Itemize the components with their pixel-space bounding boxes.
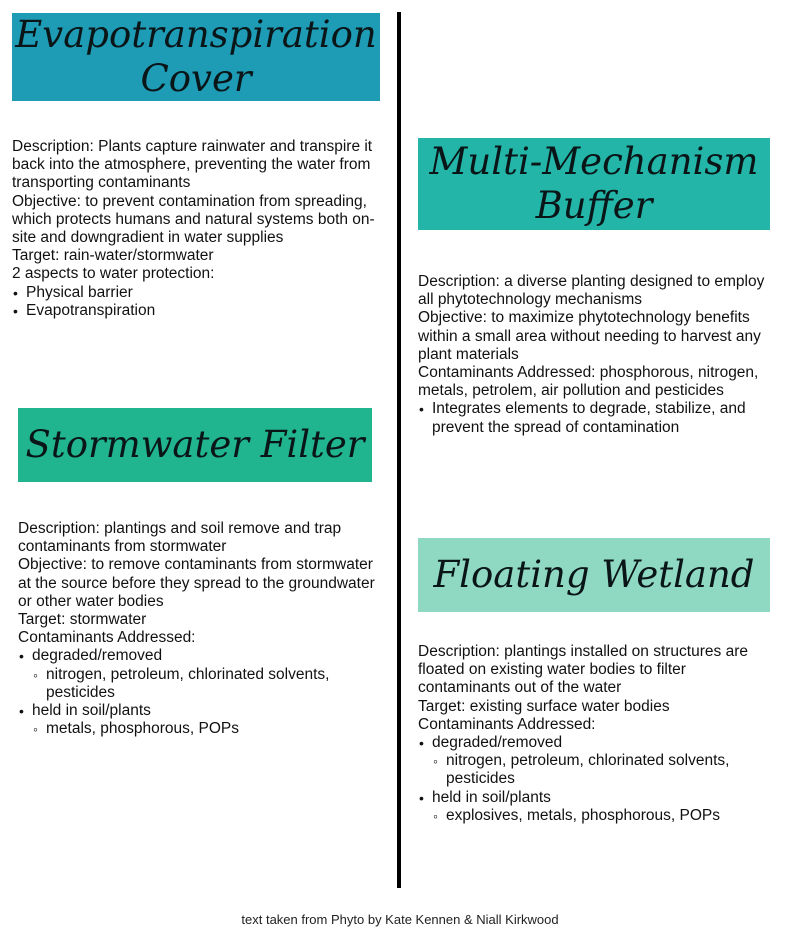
sub-list: [432, 752, 780, 788]
evapotranspiration-title: Evapotranspiration Cover: [15, 13, 377, 100]
floating-wetland-description: Description: plantings installed on structures are floated on existing water bodies to filter contaminants out of the water: [418, 643, 748, 697]
center-divider: [397, 12, 401, 888]
list-item: [18, 702, 380, 738]
evapotranspiration-description: Description: Plants capture rainwater and transpire it back into the atmosphere, preventing the water from transporting contaminants: [12, 138, 373, 192]
evapotranspiration-target: Target: rain-water/stormwater: [12, 247, 214, 265]
floating-wetland-title: Floating Wetland: [433, 553, 755, 596]
sub-list-item: ◦ nitrogen, petroleum, chlorinated solvents, pesticides: [32, 666, 380, 702]
evapotranspiration-aspects-list: [12, 284, 382, 320]
floating-wetland-contaminants-list: [418, 734, 780, 825]
list-item: [18, 647, 380, 702]
list-item: • Physical barrier: [12, 284, 382, 302]
list-item: • Integrates elements to degrade, stabilize, and prevent the spread of contamination: [418, 400, 780, 436]
sub-list: [432, 807, 780, 825]
stormwater-title: Stormwater Filter: [25, 423, 365, 466]
floating-wetland-title-box: [418, 538, 770, 612]
evapotranspiration-section: [12, 138, 382, 320]
stormwater-objective: Objective: to remove contaminants from stormwater at the source before they spread to the groundwater or other water bodies: [18, 556, 375, 610]
sub-list-item: ◦ explosives, metals, phosphorous, POPs: [432, 807, 780, 825]
group-label: held in soil/plants: [432, 788, 551, 806]
floating-wetland-section: [418, 643, 780, 825]
multi-mechanism-list: [418, 400, 780, 436]
stormwater-contaminants-heading: Contaminants Addressed:: [18, 629, 196, 647]
evapotranspiration-title-box: [12, 13, 380, 101]
group-label: degraded/removed: [32, 647, 163, 665]
stormwater-contaminants-list: [18, 647, 380, 738]
multi-mechanism-title-box: [418, 138, 770, 230]
floating-wetland-contaminants-heading: Contaminants Addressed:: [418, 715, 596, 733]
stormwater-title-box: [18, 408, 372, 482]
list-item: [418, 789, 780, 825]
multi-mechanism-contaminants: Contaminants Addressed: phosphorous, nitrogen, metals, petrolem, air pollution and pesticides: [418, 364, 759, 400]
multi-mechanism-objective: Objective: to maximize phytotechnology benefits within a small area without needing to harvest any plant materials: [418, 309, 761, 363]
sub-list-item: ◦ nitrogen, petroleum, chlorinated solvents, pesticides: [432, 752, 780, 788]
multi-mechanism-description: Description: a diverse planting designed to employ all phytotechnology mechanisms: [418, 273, 765, 309]
sub-list: [32, 666, 380, 702]
multi-mechanism-section: [418, 273, 780, 437]
source-credit: text taken from Phyto by Kate Kennen & Niall Kirkwood: [241, 912, 559, 927]
sub-list: [32, 720, 380, 738]
list-item: • Evapotranspiration: [12, 302, 382, 320]
floating-wetland-target: Target: existing surface water bodies: [418, 697, 670, 715]
multi-mechanism-title: Multi-Mechanism Buffer: [429, 140, 759, 227]
list-item: [418, 734, 780, 789]
stormwater-section: [18, 520, 380, 738]
evapotranspiration-aspects-heading: 2 aspects to water protection:: [12, 265, 215, 283]
group-label: held in soil/plants: [32, 702, 151, 720]
stormwater-target: Target: stormwater: [18, 611, 147, 629]
sub-list-item: ◦ metals, phosphorous, POPs: [32, 720, 380, 738]
evapotranspiration-objective: Objective: to prevent contamination from spreading, which protects humans and natural systems both on-site and downgradient in water supplies: [12, 192, 375, 247]
group-label: degraded/removed: [432, 734, 563, 752]
stormwater-description: Description: plantings and soil remove and trap contaminants from stormwater: [18, 520, 342, 556]
